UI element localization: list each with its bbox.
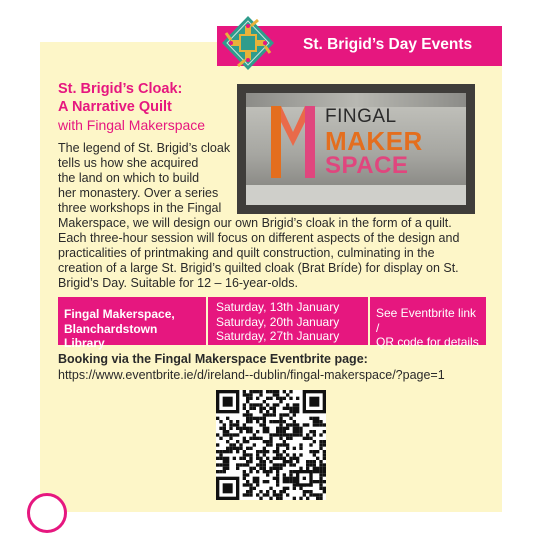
description-line: The legend of St. Brigid’s cloak	[58, 141, 231, 155]
event-details-row	[58, 297, 486, 350]
event-subtitle: with Fingal Makerspace	[58, 117, 206, 133]
photo-sign-space: SPACE	[325, 152, 409, 179]
description-line: Makerspace, we will design our own Brigid’s cloak in the form of a quilt.	[58, 216, 452, 230]
description-line: Brigid’s Day. Suitable for 12 – 16-year-olds.	[58, 276, 298, 290]
date-item: Saturday, 13th January	[216, 300, 340, 314]
description-line: her monastery. Over a series	[58, 186, 219, 200]
date-item: Saturday, 20th January	[216, 314, 340, 329]
photo-sign-fingal: FINGAL	[325, 106, 397, 127]
venue-line-1: Fingal Makerspace,	[64, 307, 175, 321]
booking-info-line-1: See Eventbrite link /	[376, 306, 477, 335]
venue-cell	[58, 297, 206, 350]
photo-ceiling	[246, 93, 466, 107]
event-title-line-1: St. Brigid’s Cloak:	[58, 81, 183, 97]
makerspace-m-logo	[271, 106, 315, 178]
banner-title: St. Brigid’s Day Events	[303, 36, 473, 53]
description-line: tells us how she acquired	[58, 156, 199, 170]
date-item: Saturday, 27th January	[216, 329, 340, 343]
description-line: Each three-hour session will focus on different aspects of the design and	[58, 231, 460, 245]
booking-heading: Booking via the Fingal Makerspace Eventbrite page:	[58, 352, 368, 366]
event-title-line-2: A Narrative Quilt	[58, 99, 172, 115]
booking-info-cell	[370, 297, 486, 349]
photo-table	[246, 185, 466, 205]
corner-page-badge	[27, 493, 67, 533]
st-brigid-cross-logo	[220, 14, 276, 72]
booking-url-link[interactable]: https://www.eventbrite.ie/d/ireland--dublin/fingal-makerspace/?page=1	[58, 368, 445, 382]
description-line: three workshops in the Fingal	[58, 201, 222, 215]
makerspace-photo	[237, 84, 475, 214]
eventbrite-qr-code[interactable]	[216, 390, 326, 500]
description-line: the land on which to build	[58, 171, 200, 185]
description-line: creation of a large St. Brigid’s quilted cloak (Brat Bríde) for display on St.	[58, 261, 459, 275]
booking-info-line-2: QR code for details	[376, 335, 479, 349]
description-line: practicalities of printmaking and quilt construction, culminating in the	[58, 246, 435, 260]
dates-cell	[208, 297, 368, 345]
venue-line-2: Blanchardstown Library	[64, 321, 158, 350]
event-title	[58, 80, 182, 116]
photo-sign-maker: MAKER	[325, 126, 423, 156]
